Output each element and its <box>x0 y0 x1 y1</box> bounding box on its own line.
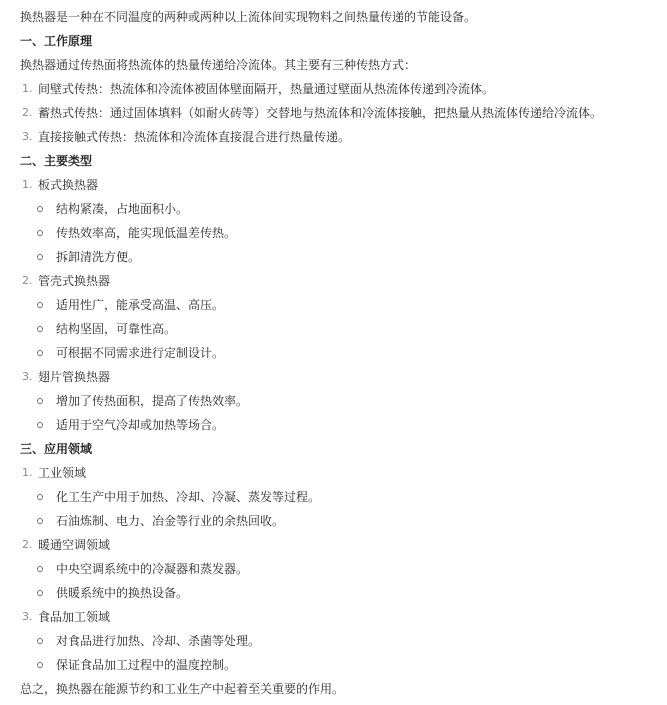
application-item <box>20 605 660 629</box>
type-item-title: 翅片管换热器 <box>38 370 111 384</box>
principle-item-text: 直接接触式传热：热流体和冷流体直接混合进行热量传递。 <box>38 130 351 144</box>
list-number: 1. <box>22 466 33 479</box>
type-bullet-text: 传热效率高，能实现低温差传热。 <box>56 226 237 240</box>
type-bullet-text: 可根据不同需求进行定制设计。 <box>56 346 225 360</box>
bullet-circle-icon <box>37 230 43 236</box>
type-bullet <box>20 413 660 437</box>
bullet-circle-icon <box>37 350 43 356</box>
list-number: 1. <box>22 82 33 95</box>
type-bullet <box>20 389 660 413</box>
application-item-title: 暖通空调领域 <box>38 538 111 552</box>
working-principle-lead: 换热器通过传热面将热流体的热量传递给冷流体。其主要有三种传热方式： <box>20 58 417 72</box>
type-bullet <box>20 197 660 221</box>
application-item-title: 食品加工领域 <box>38 610 111 624</box>
application-bullet-text: 中央空调系统中的冷凝器和蒸发器。 <box>56 562 249 576</box>
section-heading-working-principle: 一、工作原理 <box>20 34 93 48</box>
section-heading-applications: 三、应用领域 <box>20 442 93 456</box>
bullet-circle-icon <box>37 494 43 500</box>
list-number: 2. <box>22 106 33 119</box>
principle-item <box>20 101 660 125</box>
application-bullet <box>20 653 660 677</box>
application-bullet <box>20 485 660 509</box>
application-bullet-text: 石油炼制、电力、冶金等行业的余热回收。 <box>56 514 285 528</box>
list-number: 3. <box>22 130 33 143</box>
bullet-circle-icon <box>37 566 43 572</box>
principle-item-text: 蓄热式传热：通过固体填料（如耐火砖等）交替地与热流体和冷流体接触，把热量从热流体传递给冷流体。 <box>38 106 603 120</box>
application-item <box>20 533 660 557</box>
type-bullet-text: 结构紧凑，占地面积小。 <box>56 202 189 216</box>
type-item-title: 板式换热器 <box>38 178 99 192</box>
application-bullet-text: 保证食品加工过程中的温度控制。 <box>56 658 237 672</box>
type-item <box>20 269 660 293</box>
type-bullet <box>20 341 660 365</box>
conclusion-paragraph: 总之，换热器在能源节约和工业生产中起着至关重要的作用。 <box>20 682 345 696</box>
application-bullet-text: 对食品进行加热、冷却、杀菌等处理。 <box>56 634 261 648</box>
application-bullet <box>20 629 660 653</box>
application-bullet <box>20 509 660 533</box>
bullet-circle-icon <box>37 662 43 668</box>
type-item <box>20 173 660 197</box>
intro-paragraph: 换热器是一种在不同温度的两种或两种以上流体间实现物料之间热量传递的节能设备。 <box>20 10 477 24</box>
type-item <box>20 365 660 389</box>
list-number: 2. <box>22 274 33 287</box>
principle-item <box>20 125 660 149</box>
type-bullet <box>20 245 660 269</box>
bullet-circle-icon <box>37 326 43 332</box>
document-body <box>20 0 660 701</box>
application-bullet <box>20 581 660 605</box>
application-bullet-text: 化工生产中用于加热、冷却、冷凝、蒸发等过程。 <box>56 490 321 504</box>
type-bullet <box>20 221 660 245</box>
type-item-title: 管壳式换热器 <box>38 274 111 288</box>
type-bullet-text: 适用于空气冷却或加热等场合。 <box>56 418 225 432</box>
section-heading-main-types: 二、主要类型 <box>20 154 93 168</box>
application-bullet-text: 供暖系统中的换热设备。 <box>56 586 189 600</box>
bullet-circle-icon <box>37 302 43 308</box>
list-number: 3. <box>22 370 33 383</box>
list-number: 2. <box>22 538 33 551</box>
bullet-circle-icon <box>37 206 43 212</box>
type-bullet-text: 增加了传热面积，提高了传热效率。 <box>56 394 249 408</box>
type-bullet-text: 拆卸清洗方便。 <box>56 250 141 264</box>
bullet-circle-icon <box>37 638 43 644</box>
bullet-circle-icon <box>37 398 43 404</box>
type-bullet <box>20 317 660 341</box>
bullet-circle-icon <box>37 254 43 260</box>
principle-item <box>20 77 660 101</box>
bullet-circle-icon <box>37 422 43 428</box>
principle-item-text: 间壁式传热：热流体和冷流体被固体壁面隔开，热量通过壁面从热流体传递到冷流体。 <box>38 82 495 96</box>
application-item-title: 工业领域 <box>38 466 87 480</box>
type-bullet <box>20 293 660 317</box>
bullet-circle-icon <box>37 518 43 524</box>
bullet-circle-icon <box>37 590 43 596</box>
type-bullet-text: 适用性广，能承受高温、高压。 <box>56 298 225 312</box>
application-bullet <box>20 557 660 581</box>
application-item <box>20 461 660 485</box>
list-number: 3. <box>22 610 33 623</box>
list-number: 1. <box>22 178 33 191</box>
type-bullet-text: 结构坚固，可靠性高。 <box>56 322 177 336</box>
